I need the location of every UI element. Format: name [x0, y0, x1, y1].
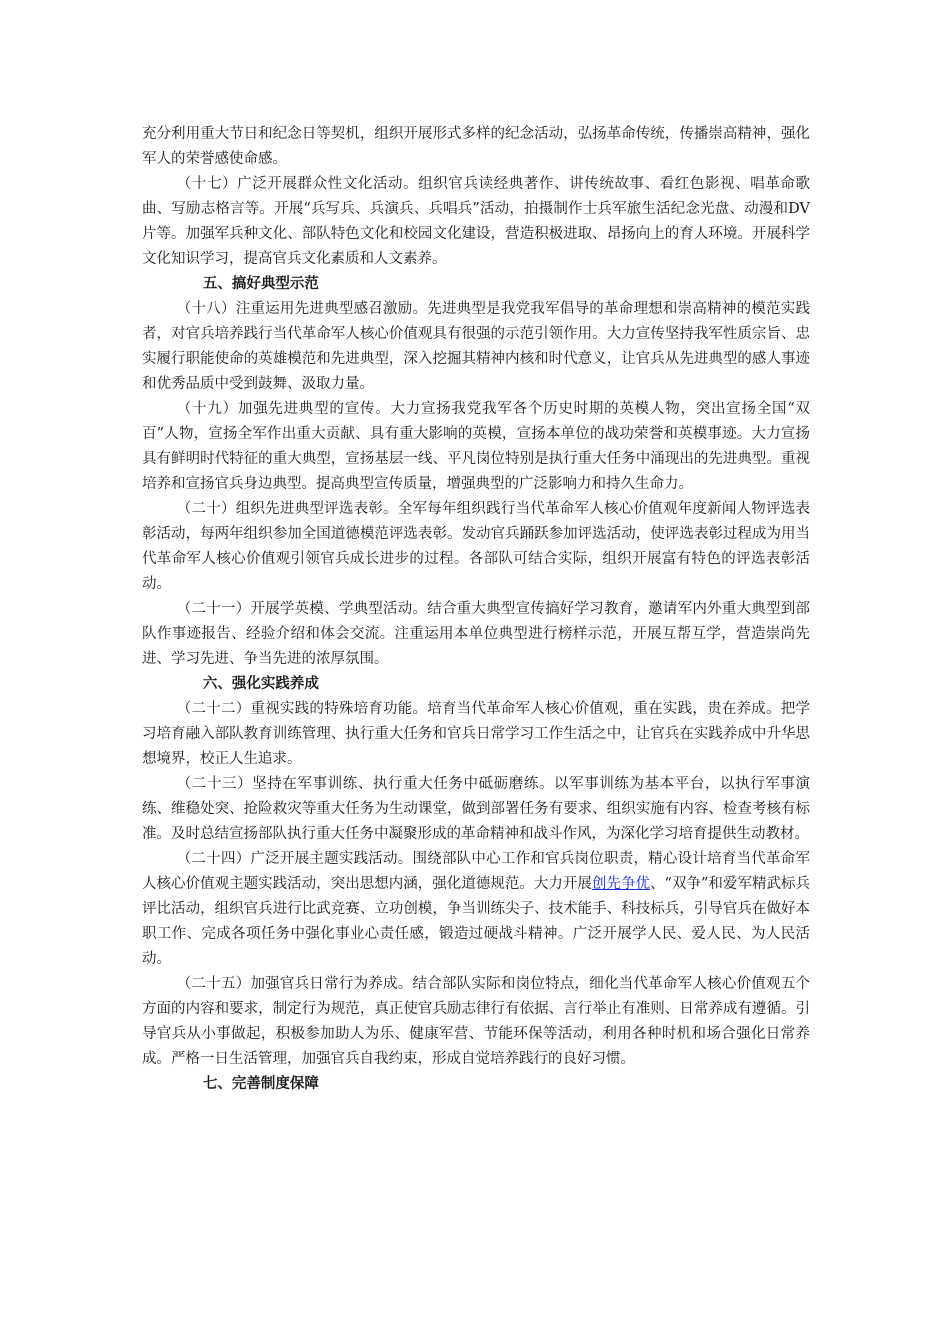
- paragraph-24: [142, 847, 810, 972]
- link-chuangxian-zhengyou[interactable]: 创先争优: [591, 876, 651, 892]
- section-heading-6: 六、强化实践养成: [202, 676, 319, 692]
- paragraph-20: （二十）组织先进典型评选表彰。全军每年组织践行当代革命军人核心价值观年度新闻人物评选表彰活动，每两年组织参加全国道德模范评选表彰。发动官兵踊跃参加评选活动，使评选表彰过程成为用当代革命军人核心价值观引领官兵成长进步的过程。各部队可结合实际，组织开展富有特色的评选表彰活动。: [142, 501, 810, 592]
- paragraph-25: （二十五）加强官兵日常行为养成。结合部队实际和岗位特点，细化当代革命军人核心价值观五个方面的内容和要求，制定行为规范，真正使官兵励志律行有依据、言行举止有准则、日常养成有遵循。引导官兵从小事做起，积极参加助人为乐、健康军营、节能环保等活动，利用各种时机和场合强化日常养成。严格一日生活管理，加强官兵自我约束，形成自觉培养践行的良好习惯。: [142, 976, 810, 1067]
- document-body: [142, 122, 810, 1097]
- paragraph-19: （十九）加强先进典型的宣传。大力宣扬我党我军各个历史时期的英模人物，突出宣扬全国“双百”人物，宣扬全军作出重大贡献、具有重大影响的英模，宣扬本单位的战功荣誉和英模事迹。大力宣扬具有鲜明时代特征的重大典型，宣扬基层一线、平凡岗位特别是执行重大任务中涌现出的先进典型。重视培养和宣扬官兵身边典型。提高典型宣传质量，增强典型的广泛影响力和持久生命力。: [142, 401, 810, 492]
- paragraph-24-text-end: 、“双争”和爱军精武标兵评比活动，组织官兵进行比武竞赛、立功创模，争当训练尖子、技术能手、科技标兵，引导官兵在做好本职工作、完成各项任务中强化事业心责任感，锻造过硬战斗精神。广泛开展学人民、爱人民、为人民活动。: [142, 876, 811, 967]
- section-heading-7: 七、完善制度保障: [202, 1076, 319, 1092]
- paragraph-18: （十八）注重运用先进典型感召激励。先进典型是我党我军倡导的革命理想和崇高精神的模范实践者，对官兵培养践行当代革命军人核心价值观具有很强的示范引领作用。大力宣传坚持我军性质宗旨、忠实履行职能使命的英雄模范和先进典型，深入挖掘其精神内核和时代意义，让官兵从先进典型的感人事迹和优秀品质中受到鼓舞、汲取力量。: [142, 301, 810, 392]
- paragraph-17: （十七）广泛开展群众性文化活动。组织官兵读经典著作、讲传统故事、看红色影视、唱革命歌曲、写励志格言等。开展“兵写兵、兵演兵、兵唱兵”活动，拍摄制作士兵军旅生活纪念光盘、动漫和DV片等。加强军兵种文化、部队特色文化和校园文化建设，营造积极进取、昂扬向上的育人环境。开展科学文化知识学习，提高官兵文化素质和人文素养。: [142, 176, 810, 267]
- section-heading-5: 五、搞好典型示范: [202, 276, 319, 292]
- paragraph-21: （二十一）开展学英模、学典型活动。结合重大典型宣传搞好学习教育，邀请军内外重大典型到部队作事迹报告、经验介绍和体会交流。注重运用本单位典型进行榜样示范，开展互帮互学，营造崇尚先进、学习先进、争当先进的浓厚氛围。: [142, 601, 810, 667]
- paragraph-22: （二十二）重视实践的特殊培育功能。培育当代革命军人核心价值观，重在实践，贵在养成。把学习培育融入部队教育训练管理、执行重大任务和官兵日常学习工作生活之中，让官兵在实践养成中升华思想境界，校正人生追求。: [142, 701, 810, 767]
- paragraph-24-text-start: （二十四）广泛开展主题实践活动。围绕部队中心工作和官兵岗位职责，精心设计培育当代革命军人核心价值观主题实践活动，突出思想内涵，强化道德规范。大力开展: [142, 851, 810, 892]
- paragraph-continued: 充分利用重大节日和纪念日等契机，组织开展形式多样的纪念活动，弘扬革命传统，传播崇高精神，强化军人的荣誉感使命感。: [142, 126, 810, 167]
- paragraph-23: （二十三）坚持在军事训练、执行重大任务中砥砺磨练。以军事训练为基本平台，以执行军事演练、维稳处突、抢险救灾等重大任务为生动课堂，做到部署任务有要求、组织实施有内容、检查考核有标准。及时总结宣扬部队执行重大任务中凝聚形成的革命精神和战斗作风，为深化学习培育提供生动教材。: [142, 776, 810, 842]
